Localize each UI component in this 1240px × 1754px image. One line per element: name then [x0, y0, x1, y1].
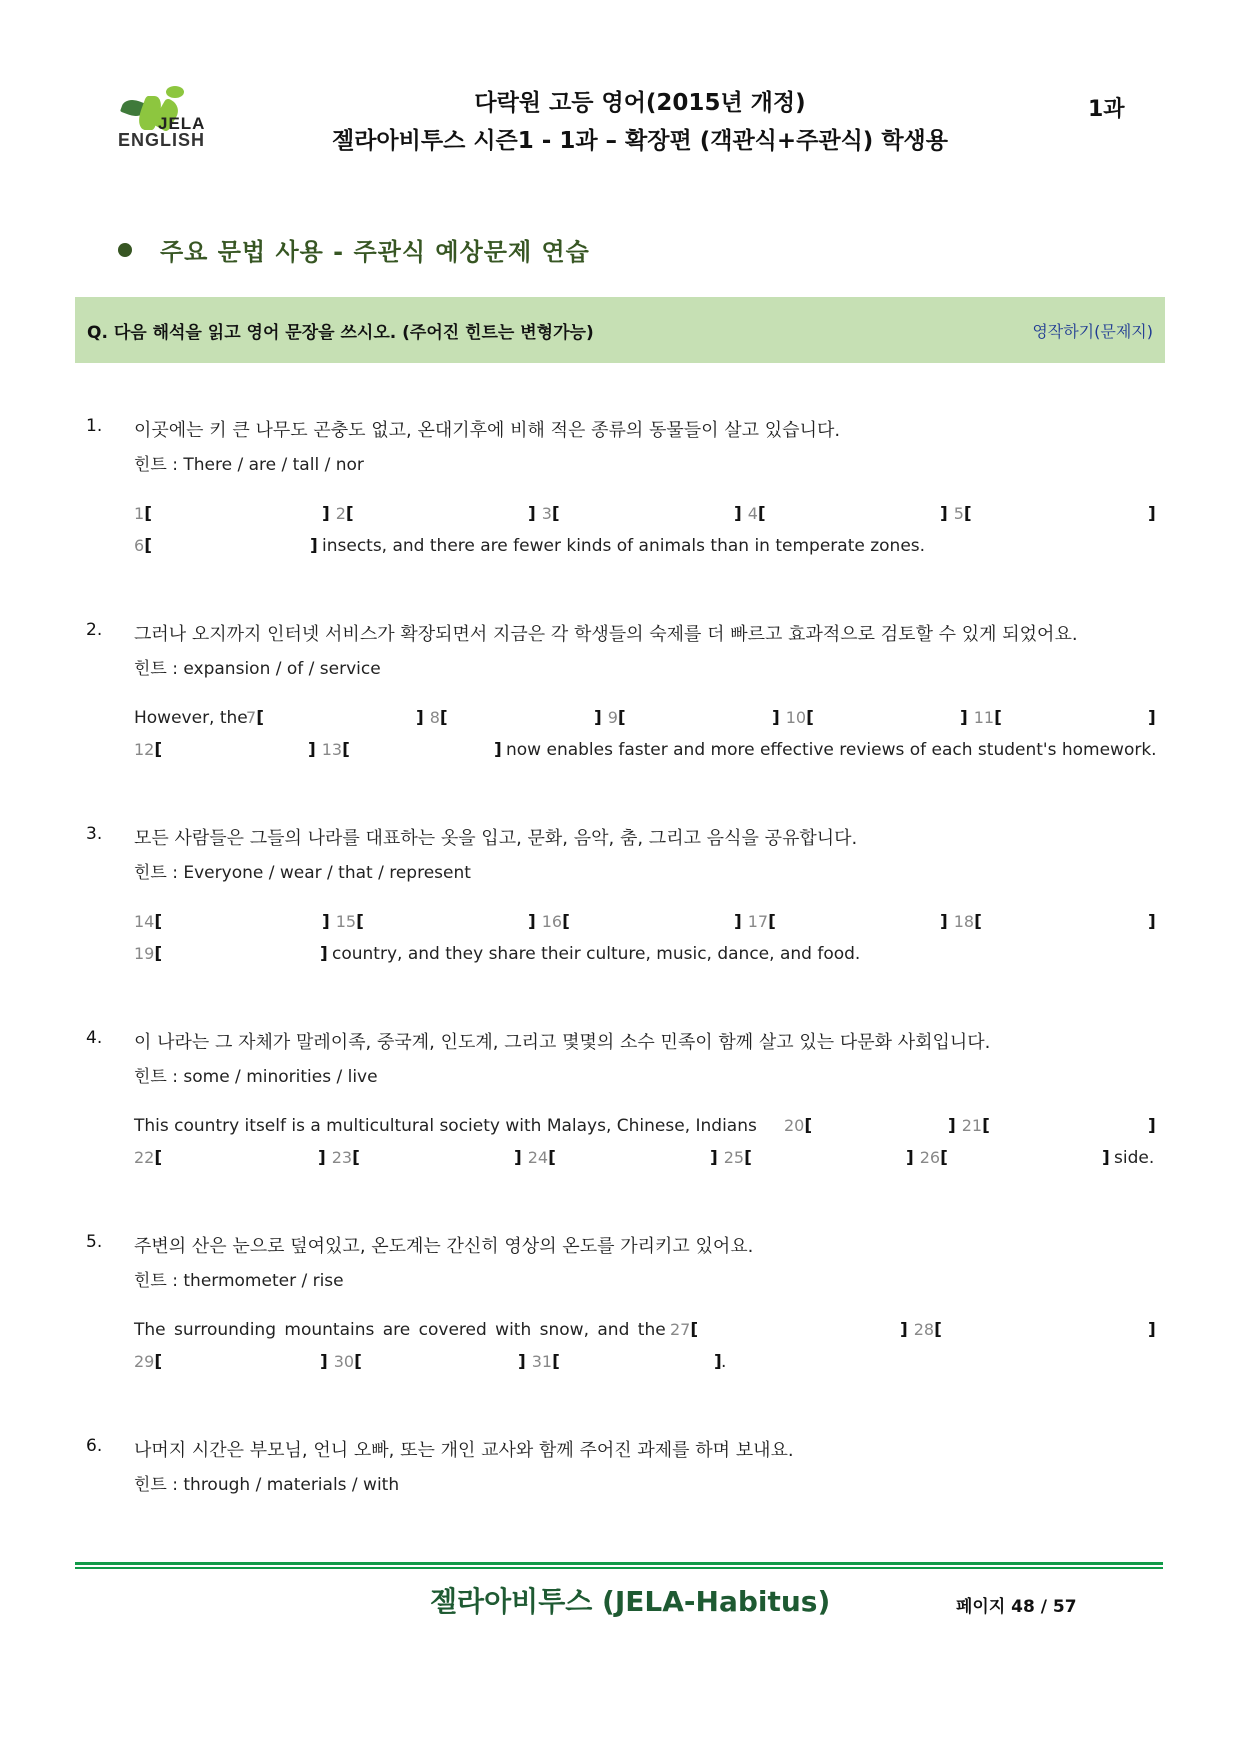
- answer-blank[interactable]: 20[: [784, 1116, 813, 1136]
- question-hint: 힌트 : thermometer / rise: [134, 1271, 344, 1291]
- question-number: 4.: [86, 1028, 103, 1048]
- answer-line-2: [134, 536, 1156, 560]
- logo-text-english: ENGLISH: [118, 130, 206, 150]
- footer-brand: 젤라아비투스 (JELA-Habitus): [430, 1585, 831, 1618]
- sentence-suffix: insects, and there are fewer kinds of animals than in temperate zones.: [322, 536, 926, 556]
- question-korean: 그러나 오지까지 인터넷 서비스가 확장되면서 지금은 각 학생들의 숙제를 더 빠르고 효과적으로 검토할 수 있게 되었어요.: [134, 624, 1078, 645]
- blank-close-bracket: ]: [310, 536, 318, 556]
- question-korean: 이곳에는 키 큰 나무도 곤충도 없고, 온대기후에 비해 적은 종류의 동물들이 살고 있습니다.: [134, 420, 841, 441]
- answer-line-1: [134, 504, 1156, 528]
- question-korean: 이 나라는 그 자체가 말레이족, 중국계, 인도계, 그리고 몇몇의 소수 민족이 함께 살고 있는 다문화 사회입니다.: [134, 1032, 991, 1053]
- answer-blank[interactable]: ] 13[: [308, 740, 350, 760]
- footer-divider: [75, 1562, 1163, 1565]
- blank-close-bracket: ]: [1148, 708, 1156, 728]
- instruction-text: Q. 다음 해석을 읽고 영어 문장을 쓰시오. (주어진 힌트는 변형가능): [87, 322, 594, 343]
- answer-blank[interactable]: ] 21[: [948, 1116, 990, 1136]
- blank-close-bracket: ]: [1148, 912, 1156, 932]
- answer-blank[interactable]: ] 28[: [900, 1320, 942, 1340]
- blank-close-bracket: ]: [714, 1352, 722, 1372]
- sentence-prefix: However, the: [134, 708, 248, 728]
- answer-blank[interactable]: ] 9[: [594, 708, 626, 728]
- question-hint: 힌트 : Everyone / wear / that / represent: [134, 863, 471, 883]
- worksheet-link[interactable]: 영작하기(문제지): [1032, 321, 1153, 341]
- logo-text-jela: JELA: [158, 114, 206, 133]
- sentence-prefix: The surrounding mountains are covered with snow, and the: [134, 1320, 666, 1340]
- answer-line-1: [134, 708, 1156, 732]
- answer-blank[interactable]: 14[: [134, 912, 163, 932]
- answer-blank[interactable]: 22[: [134, 1148, 163, 1168]
- question-number: 2.: [86, 620, 103, 640]
- blank-close-bracket: ]: [1102, 1148, 1110, 1168]
- answer-blank[interactable]: ] 17[: [734, 912, 776, 932]
- lesson-label: 1과: [1088, 97, 1125, 122]
- sentence-suffix: now enables faster and more effective reviews of each student's homework.: [506, 740, 1157, 760]
- sentence-prefix: This country itself is a multicultural society with Malays, Chinese, Indians: [134, 1116, 757, 1136]
- answer-blank[interactable]: ] 11[: [960, 708, 1002, 728]
- document-title: 다락원 고등 영어(2015년 개정): [474, 90, 806, 116]
- answer-blank[interactable]: ] 3[: [528, 504, 560, 524]
- footer-divider: [75, 1567, 1163, 1569]
- answer-line-1: [134, 1320, 1156, 1344]
- answer-blank[interactable]: 12[: [134, 740, 163, 760]
- blank-close-bracket: ]: [1148, 1320, 1156, 1340]
- question-hint: 힌트 : some / minorities / live: [134, 1067, 378, 1087]
- answer-blank[interactable]: ] 15[: [322, 912, 364, 932]
- question-korean: 모든 사람들은 그들의 나라를 대표하는 옷을 입고, 문화, 음악, 춤, 그리고 음식을 공유합니다.: [134, 828, 858, 849]
- sentence-suffix: .: [721, 1352, 727, 1372]
- answer-line-2: [134, 740, 1156, 764]
- answer-blank[interactable]: 19[: [134, 944, 163, 964]
- answer-blank[interactable]: 1[: [134, 504, 152, 524]
- answer-blank[interactable]: ] 31[: [518, 1352, 560, 1372]
- section-heading: [118, 232, 590, 267]
- question-hint: 힌트 : through / materials / with: [134, 1475, 400, 1495]
- answer-blank[interactable]: 27[: [670, 1320, 699, 1340]
- sentence-suffix: country, and they share their culture, music, dance, and food.: [332, 944, 861, 964]
- answer-blank[interactable]: ] 16[: [528, 912, 570, 932]
- answer-blank[interactable]: 29[: [134, 1352, 163, 1372]
- sentence-suffix: side.: [1114, 1148, 1155, 1168]
- question-number: 1.: [86, 416, 103, 436]
- page-number: 페이지 48 / 57: [956, 1597, 1077, 1617]
- answer-line-2: [134, 944, 1156, 968]
- blank-close-bracket: ]: [1148, 504, 1156, 524]
- answer-blank[interactable]: ] 5[: [940, 504, 972, 524]
- question-korean: 주변의 산은 눈으로 덮여있고, 온도계는 간신히 영상의 온도를 가리키고 있어요.: [134, 1236, 754, 1257]
- answer-blank[interactable]: ] 30[: [320, 1352, 362, 1372]
- answer-blank[interactable]: ] 2[: [322, 504, 354, 524]
- answer-blank[interactable]: ] 26[: [906, 1148, 948, 1168]
- answer-line-1: [134, 912, 1156, 936]
- instruction-bar: [75, 297, 1165, 363]
- answer-blank[interactable]: ] 8[: [416, 708, 448, 728]
- answer-blank[interactable]: ] 23[: [318, 1148, 360, 1168]
- blank-close-bracket: ]: [494, 740, 502, 760]
- answer-blank[interactable]: ] 25[: [710, 1148, 752, 1168]
- document-subtitle: 젤라아비투스 시즌1 - 1과 – 확장편 (객관식+주관식) 학생용: [332, 128, 948, 154]
- section-heading-text: 주요 문법 사용 - 주관식 예상문제 연습: [160, 238, 590, 266]
- answer-line-2: [134, 1352, 1156, 1376]
- blank-close-bracket: ]: [1148, 1116, 1156, 1136]
- answer-blank[interactable]: ] 10[: [772, 708, 814, 728]
- question-number: 3.: [86, 824, 103, 844]
- bullet-icon: [118, 243, 132, 257]
- answer-blank[interactable]: 6[: [134, 536, 152, 556]
- question-hint: 힌트 : There / are / tall / nor: [134, 455, 364, 475]
- answer-blank[interactable]: ] 24[: [514, 1148, 556, 1168]
- question-number: 6.: [86, 1436, 103, 1456]
- answer-blank[interactable]: 7[: [246, 708, 264, 728]
- question-korean: 나머지 시간은 부모님, 언니 오빠, 또는 개인 교사와 함께 주어진 과제를 하며 보내요.: [134, 1440, 794, 1461]
- answer-blank[interactable]: ] 4[: [734, 504, 766, 524]
- answer-line-1: [134, 1116, 1156, 1140]
- answer-blank[interactable]: ] 18[: [940, 912, 982, 932]
- question-number: 5.: [86, 1232, 103, 1252]
- answer-line-2: [134, 1148, 1156, 1172]
- question-hint: 힌트 : expansion / of / service: [134, 659, 381, 679]
- blank-close-bracket: ]: [320, 944, 328, 964]
